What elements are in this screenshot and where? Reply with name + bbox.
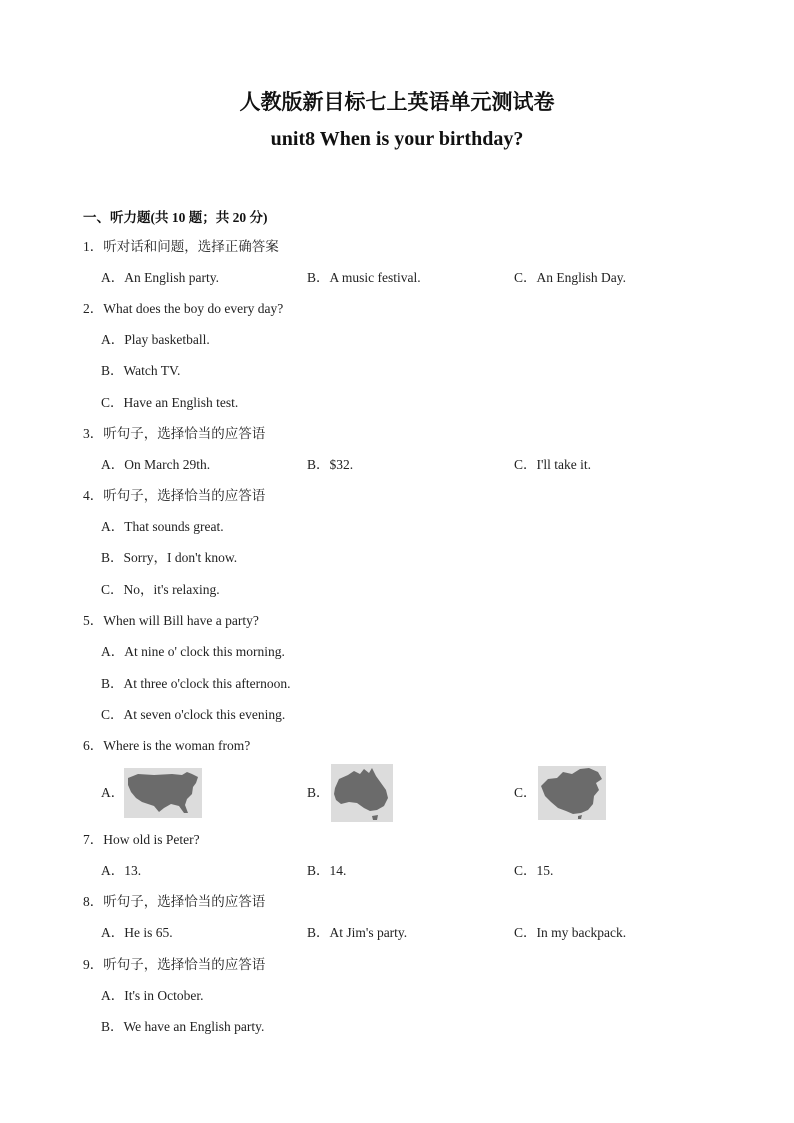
option-a: A．Play basketball. — [101, 332, 210, 347]
page-title: 人教版新目标七上英语单元测试卷 — [239, 90, 555, 114]
option-a: A．At nine o' clock this morning. — [101, 644, 285, 659]
option-b: B．14. — [307, 863, 347, 878]
option-a: A．On March 29th. — [101, 457, 211, 472]
option-b: B． — [307, 785, 330, 800]
option-b: B．$32. — [307, 457, 354, 472]
option-c: C．An English Day. — [514, 270, 626, 285]
question-stem: 8．听句子，选择恰当的应答语 — [83, 894, 266, 909]
option-a: A．An English party. — [101, 270, 219, 285]
option-b: B．At three o'clock this afternoon. — [101, 676, 291, 691]
option-b: B．Sorry，I don't know. — [101, 550, 238, 565]
question-stem: 5．When will Bill have a party? — [83, 613, 259, 628]
option-b: B．Watch TV. — [101, 363, 181, 378]
question-stem: 9．听句子，选择恰当的应答语 — [83, 957, 266, 972]
option-c: C．In my backpack. — [514, 925, 627, 940]
option-a: A． — [101, 785, 125, 800]
usa-map-icon — [124, 768, 202, 818]
option-c: C． — [514, 785, 537, 800]
question-stem: 4．听句子，选择恰当的应答语 — [83, 488, 266, 503]
question-stem: 3．听句子，选择恰当的应答语 — [83, 426, 266, 441]
option-b: B．A music festival. — [307, 270, 421, 285]
option-c: C．At seven o'clock this evening. — [101, 707, 286, 722]
china-map-icon — [538, 766, 606, 820]
option-b: B．At Jim's party. — [307, 925, 408, 940]
option-a: A．He is 65. — [101, 925, 173, 940]
question-stem: 7．How old is Peter? — [83, 832, 200, 847]
option-c: C．Have an English test. — [101, 395, 239, 410]
option-a: A．13. — [101, 863, 142, 878]
option-b: B．We have an English party. — [101, 1019, 265, 1034]
option-c: C．15. — [514, 863, 554, 878]
option-a: A．It's in October. — [101, 988, 204, 1003]
question-stem: 1．听对话和问题，选择正确答案 — [83, 239, 279, 254]
option-c: C．No，it's relaxing. — [101, 582, 220, 597]
australia-map-icon — [331, 764, 393, 822]
question-stem: 2．What does the boy do every day? — [83, 301, 284, 316]
question-stem: 6．Where is the woman from? — [83, 738, 251, 753]
section-heading: 一、听力题(共 10 题；共 20 分) — [83, 210, 268, 225]
option-c: C．I'll take it. — [514, 457, 592, 472]
option-a: A．That sounds great. — [101, 519, 224, 534]
page-subtitle: unit8 When is your birthday? — [270, 128, 524, 150]
